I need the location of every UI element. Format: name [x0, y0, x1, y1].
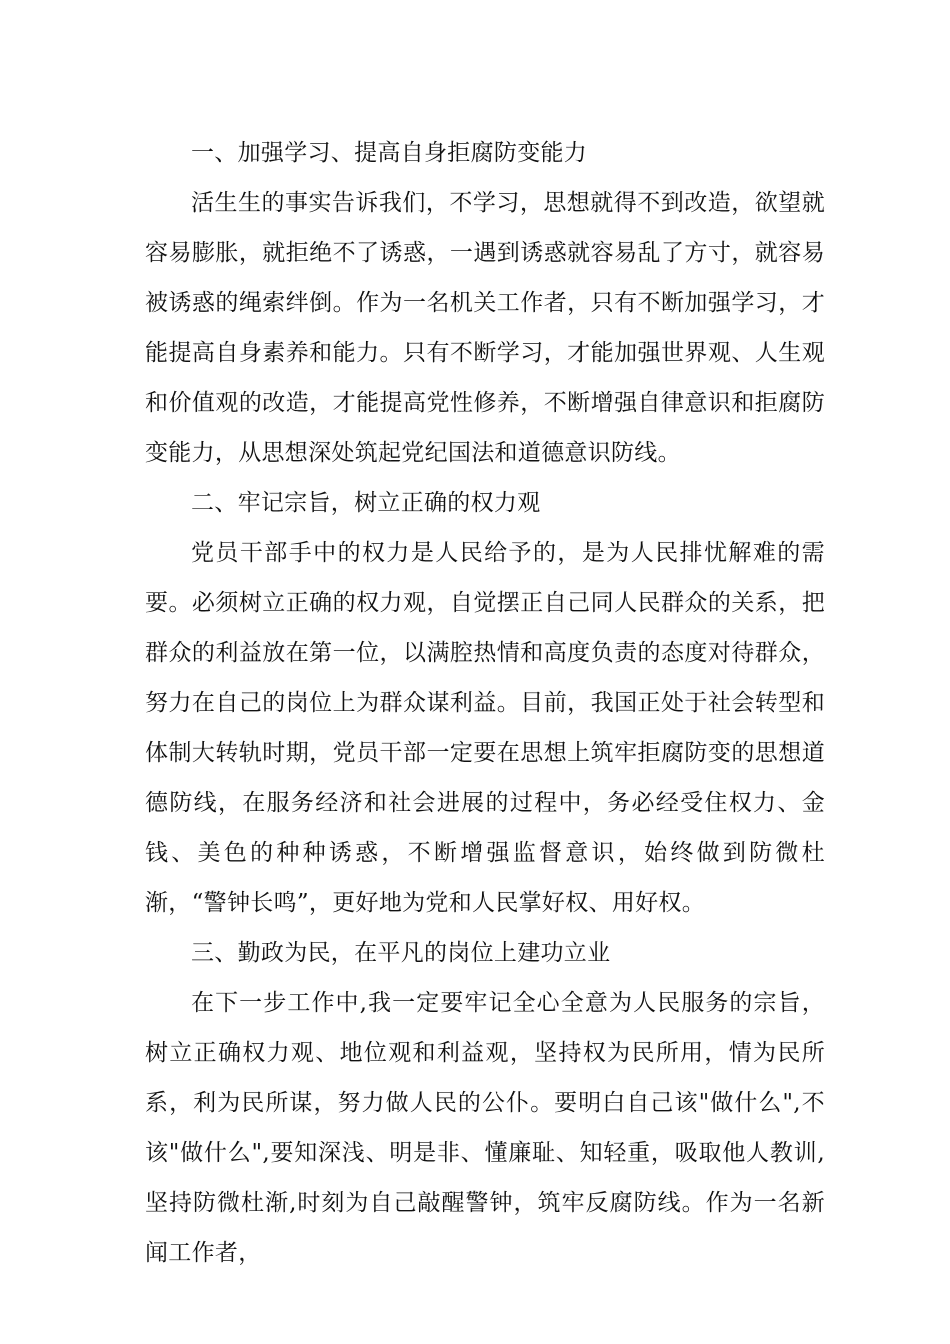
section-heading-2: 二、牢记宗旨，树立正确的权力观: [191, 490, 541, 516]
paragraph-1: 活生生的事实告诉我们，不学习，思想就得不到改造，欲望就容易膨胀，就拒绝不了诱惑，一遇到诱惑就容易乱了方寸，就容易被诱惑的绳索绊倒。作为一名机关工作者，只有不断加强学习，才能提高自身素养和能力。只有不断学习，才能加强世界观、人生观和价值观的改造，才能提高党性修养，不断增强自律意识和拒腐防变能力，从思想深处筑起党纪国法和道德意识防线。: [145, 190, 825, 466]
paragraph-3: 在下一步工作中,我一定要牢记全心全意为人民服务的宗旨，树立正确权力观、地位观和利益观，坚持权为民所用，情为民所系，利为民所谋，努力做人民的公仆。要明白自己该"做什么",不该"做什么",要知深浅、明是非、懂廉耻、知轻重，吸取他人教训,坚持防微杜渐,时刻为自己敲醒警钟，筑牢反腐防线。作为一名新闻工作者，: [145, 990, 825, 1266]
paragraph-2: 党员干部手中的权力是人民给予的，是为人民排忧解难的需要。必须树立正确的权力观，自觉摆正自己同人民群众的关系，把群众的利益放在第一位，以满腔热情和高度负责的态度对待群众，努力在自己的岗位上为群众谋利益。目前，我国正处于社会转型和体制大转轨时期，党员干部一定要在思想上筑牢拒腐防变的思想道德防线，在服务经济和社会进展的过程中，务必经受住权力、金钱、美色的种种诱惑，不断增强监督意识，始终做到防微杜渐，“警钟长鸣”，更好地为党和人民掌好权、用好权。: [145, 540, 825, 916]
section-heading-1: 一、加强学习、提高自身拒腐防变能力: [191, 140, 588, 166]
section-heading-3: 三、勤政为民，在平凡的岗位上建功立业: [191, 940, 611, 966]
document-body: [145, 128, 825, 1278]
